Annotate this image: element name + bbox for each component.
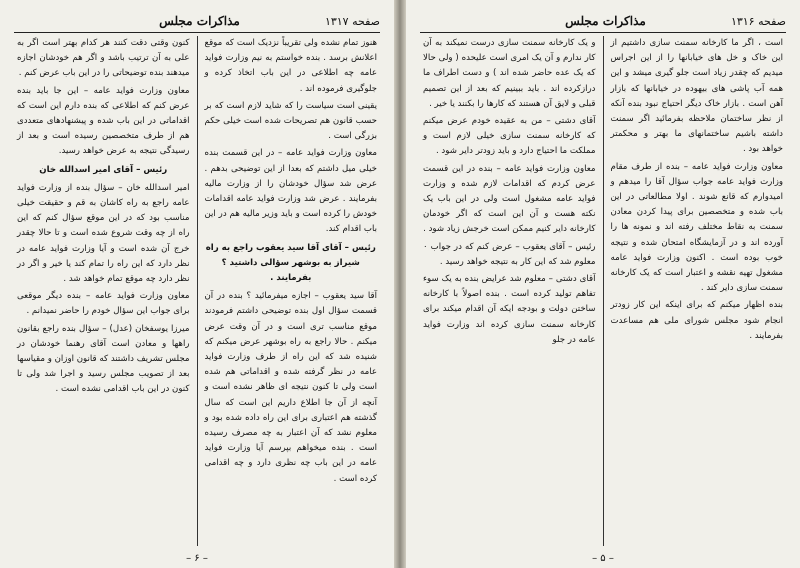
paragraph: معاون وزارت فواید عامه – بنده از طرف مقام وزارت فواید عامه جواب سؤال آقا را میدهم و امیدوارم که قانع شوند . اولا مطالعاتی در این باب شده و متخصصین برای پیدا کردن معادن سمنت به نقاط مختلف رفته اند و نمونه ها را آورده اند و در آزمایشگاه امتحان شده و نتیجه خوب بوده است . اکنون وزارت فواید عامه مشغول تهیه نقشه و اعتبار است که یک کارخانه سمنت سازی دایر کند . xyxy=(610,161,783,294)
paragraph: آقا سید یعقوب – اجازه میفرمائید ؟ بنده در آن قسمت سؤال اول بنده توضیحی داشتم فرمودند موقع مناسب تری است و در آن وقت عرض میکنم . حالا راجع به راه بوشهر عرض میکنم که شنیده شد که این راه از طرف وزارت فواید عامه در نظر گرفته شده و اقداماتی هم شده است ولی تا کنون نتیجه ای ظاهر نشده است و آنچه از آن جا اطلاع داریم این است که سال گذشته هم اعتباری برای این راه داده شده بود و معلوم نشد که آن اعتبار به چه مصرف رسیده است . بنده میخواهم بپرسم آیا وزارت فواید عامه در این باب چه نظری دارد و چه اقدامی کرده است . xyxy=(204,291,377,484)
right-page-right-column xyxy=(604,36,791,546)
left-page-title: مذاکرات مجلس xyxy=(159,14,240,28)
paragraph: بنده اظهار میکنم که برای اینکه این کار زودتر انجام شود مجلس شورای ملی هم مساعدت بفرمایند . xyxy=(610,300,783,341)
paragraph: و یک کارخانه سمنت سازی درست نمیکند به آن کار ندارم و آن یک امری است علیحده ( ولی حالا که یک عده حاضر شده اند ) و دست اطراف ما درازکرده اند . باید ببینیم که بعد از این تصمیم قبلی و لایق آن هستند که کارها را بکنند یا خیر . xyxy=(423,38,596,109)
paragraph: کنون وقتی دقت کنند هر کدام بهتر است اگر به علی به آن ترتیب باشد و اگر هم خودشان اجازه میدهند بنده توضیحاتی را در این باب عرض کنم . xyxy=(17,38,190,79)
right-page-footer: – ۵ – xyxy=(592,553,614,564)
paragraph: آقای دشتی – من به عقیده خودم عرض میکنم که کارخانه سمنت سازی خیلی لازم است و مملکت ما احتیاج دارد و باید زودتر دایر شود . xyxy=(423,116,596,157)
paragraph: رئیس – آقای یعقوب – عرض کنم که در جواب ۰ معلوم شد که این کار به نتیجه خواهد رسید . xyxy=(423,241,596,267)
paragraph: معاون وزارت فواید عامه – بنده در این قسمت عرض کردم که اقدامات لازم شده و وزارت فواید عامه مشغول است ولی در این باب یک نکته هست و آن این است که اگر خودمان کارخانه دایر کنیم ممکن است خرجش زیاد شود . xyxy=(423,163,596,235)
right-page-header xyxy=(420,10,786,33)
paragraph: آقای دشتی – معلوم شد عرایض بنده به یک سوء تفاهم تولید کرده است . بنده اصولاً با کارخانه ساختن دولت و بودجه ایکه آن اقدام میکند برای کارخانه سمنت سازی کرده اند وزارت فواید عامه در جلو xyxy=(423,274,596,345)
right-page-columns xyxy=(416,36,790,546)
speaker-heading: رئیس – آقای امیر اسدالله خان xyxy=(39,164,168,175)
paragraph: معاون وزارت فواید عامه – بنده دیگر موقعی برای جواب این سؤال خودم را حاضر نمیدانم . xyxy=(17,291,190,317)
left-page-columns xyxy=(10,36,384,546)
paragraph: معاون وزارت فواید عامه – این جا باید بنده عرض کنم که اطلاعی که بنده دارم این است که اقداماتی در این باب شده و پیشنهادهای متعددی هم از طرف متخصصین رسیده است و بعد از رسیدگی نتیجه به عرض خواهد رسید. xyxy=(17,85,190,157)
left-page-right-column xyxy=(198,36,385,546)
left-page-number: صفحه ۱۳۱۷ xyxy=(324,14,380,28)
paragraph: معاون وزارت فواید عامه – در این قسمت بنده خیلی میل داشتم که بعدا از این توضیحی بدهم . عرض شد سؤال خودشان را از وزارت مالیه بفرمایند . عرض شد وزارت فواید عامه اقدامات خودش را کرده است و باید وزیر مالیه هم در این باب اقدام کند. xyxy=(204,148,377,235)
left-page xyxy=(0,0,394,568)
paragraph: امیر اسدالله خان – سؤال بنده از وزارت فواید عامه راجع به راه کاشان به قم و حقیقت خیلی مناسب بود که در این موقع سؤال کنم که این راه از چه وقت شروع شده است و تا حالا چقدر خرج آن شده است و آیا وزارت فواید عامه در نظر دارد که این راه را تمام کند یا خیر و اگر در نظر دارد چه موقع تمام خواهد شد . xyxy=(17,182,190,285)
book-gutter xyxy=(394,0,406,568)
paragraph: یقینی است سیاست را که شاید لازم است که بر حسب قانون هم تصریحات شده است خیلی حکم بزرگی است . xyxy=(204,100,377,142)
left-page-left-column xyxy=(10,36,197,546)
right-page-title: مذاکرات مجلس xyxy=(565,14,646,28)
paragraph: میرزا یوسفخان (عدل) – سؤال بنده راجع بقانون راهها و معادن است آقای رهنما خودشان در مجلس تشریف داشتند که قانون اوزان و مقیاسها بعد از تصویب مجلس رسید و اجرا شد ولی تا کنون در این باب اقدامی نشده است . xyxy=(17,323,190,395)
right-page-left-column xyxy=(416,36,603,546)
paragraph: است ، اگر ما کارخانه سمنت سازی داشتیم از این خاک و خل های خیابانها را از این اجراس میدیم که چقدر زیاد است جلو گیری میشد و این همه آب پاشی های بیهوده در خیابانها که بازار آهن است . بازار خاک دیگر احتیاج نبود بنده آنکه از نظر ساختمان ملاحظه بفرمائید اگر سمنت داشته باشیم ساختمانهای ما بهتر و محکمتر خواهد بود . xyxy=(610,38,783,155)
right-page-number: صفحه ۱۳۱۶ xyxy=(730,14,786,28)
speaker-heading: رئیس – آقای آقا سید یعقوب راجع به راه شیراز به بوشهر سؤالی داشتید ؟ بفرمایند . xyxy=(205,242,376,284)
left-page-header xyxy=(14,10,380,33)
right-page xyxy=(406,0,800,568)
paragraph: هنوز تمام نشده ولی تقریباً نزدیک است که موقع اعلانش برسد . بنده خواستم به نیم وزارت فواید عامه چه اطلاعی در این باب اتخاذ کرده و جلوگیری فرموده اند . xyxy=(204,38,377,94)
left-page-footer: – ۶ – xyxy=(186,553,208,564)
